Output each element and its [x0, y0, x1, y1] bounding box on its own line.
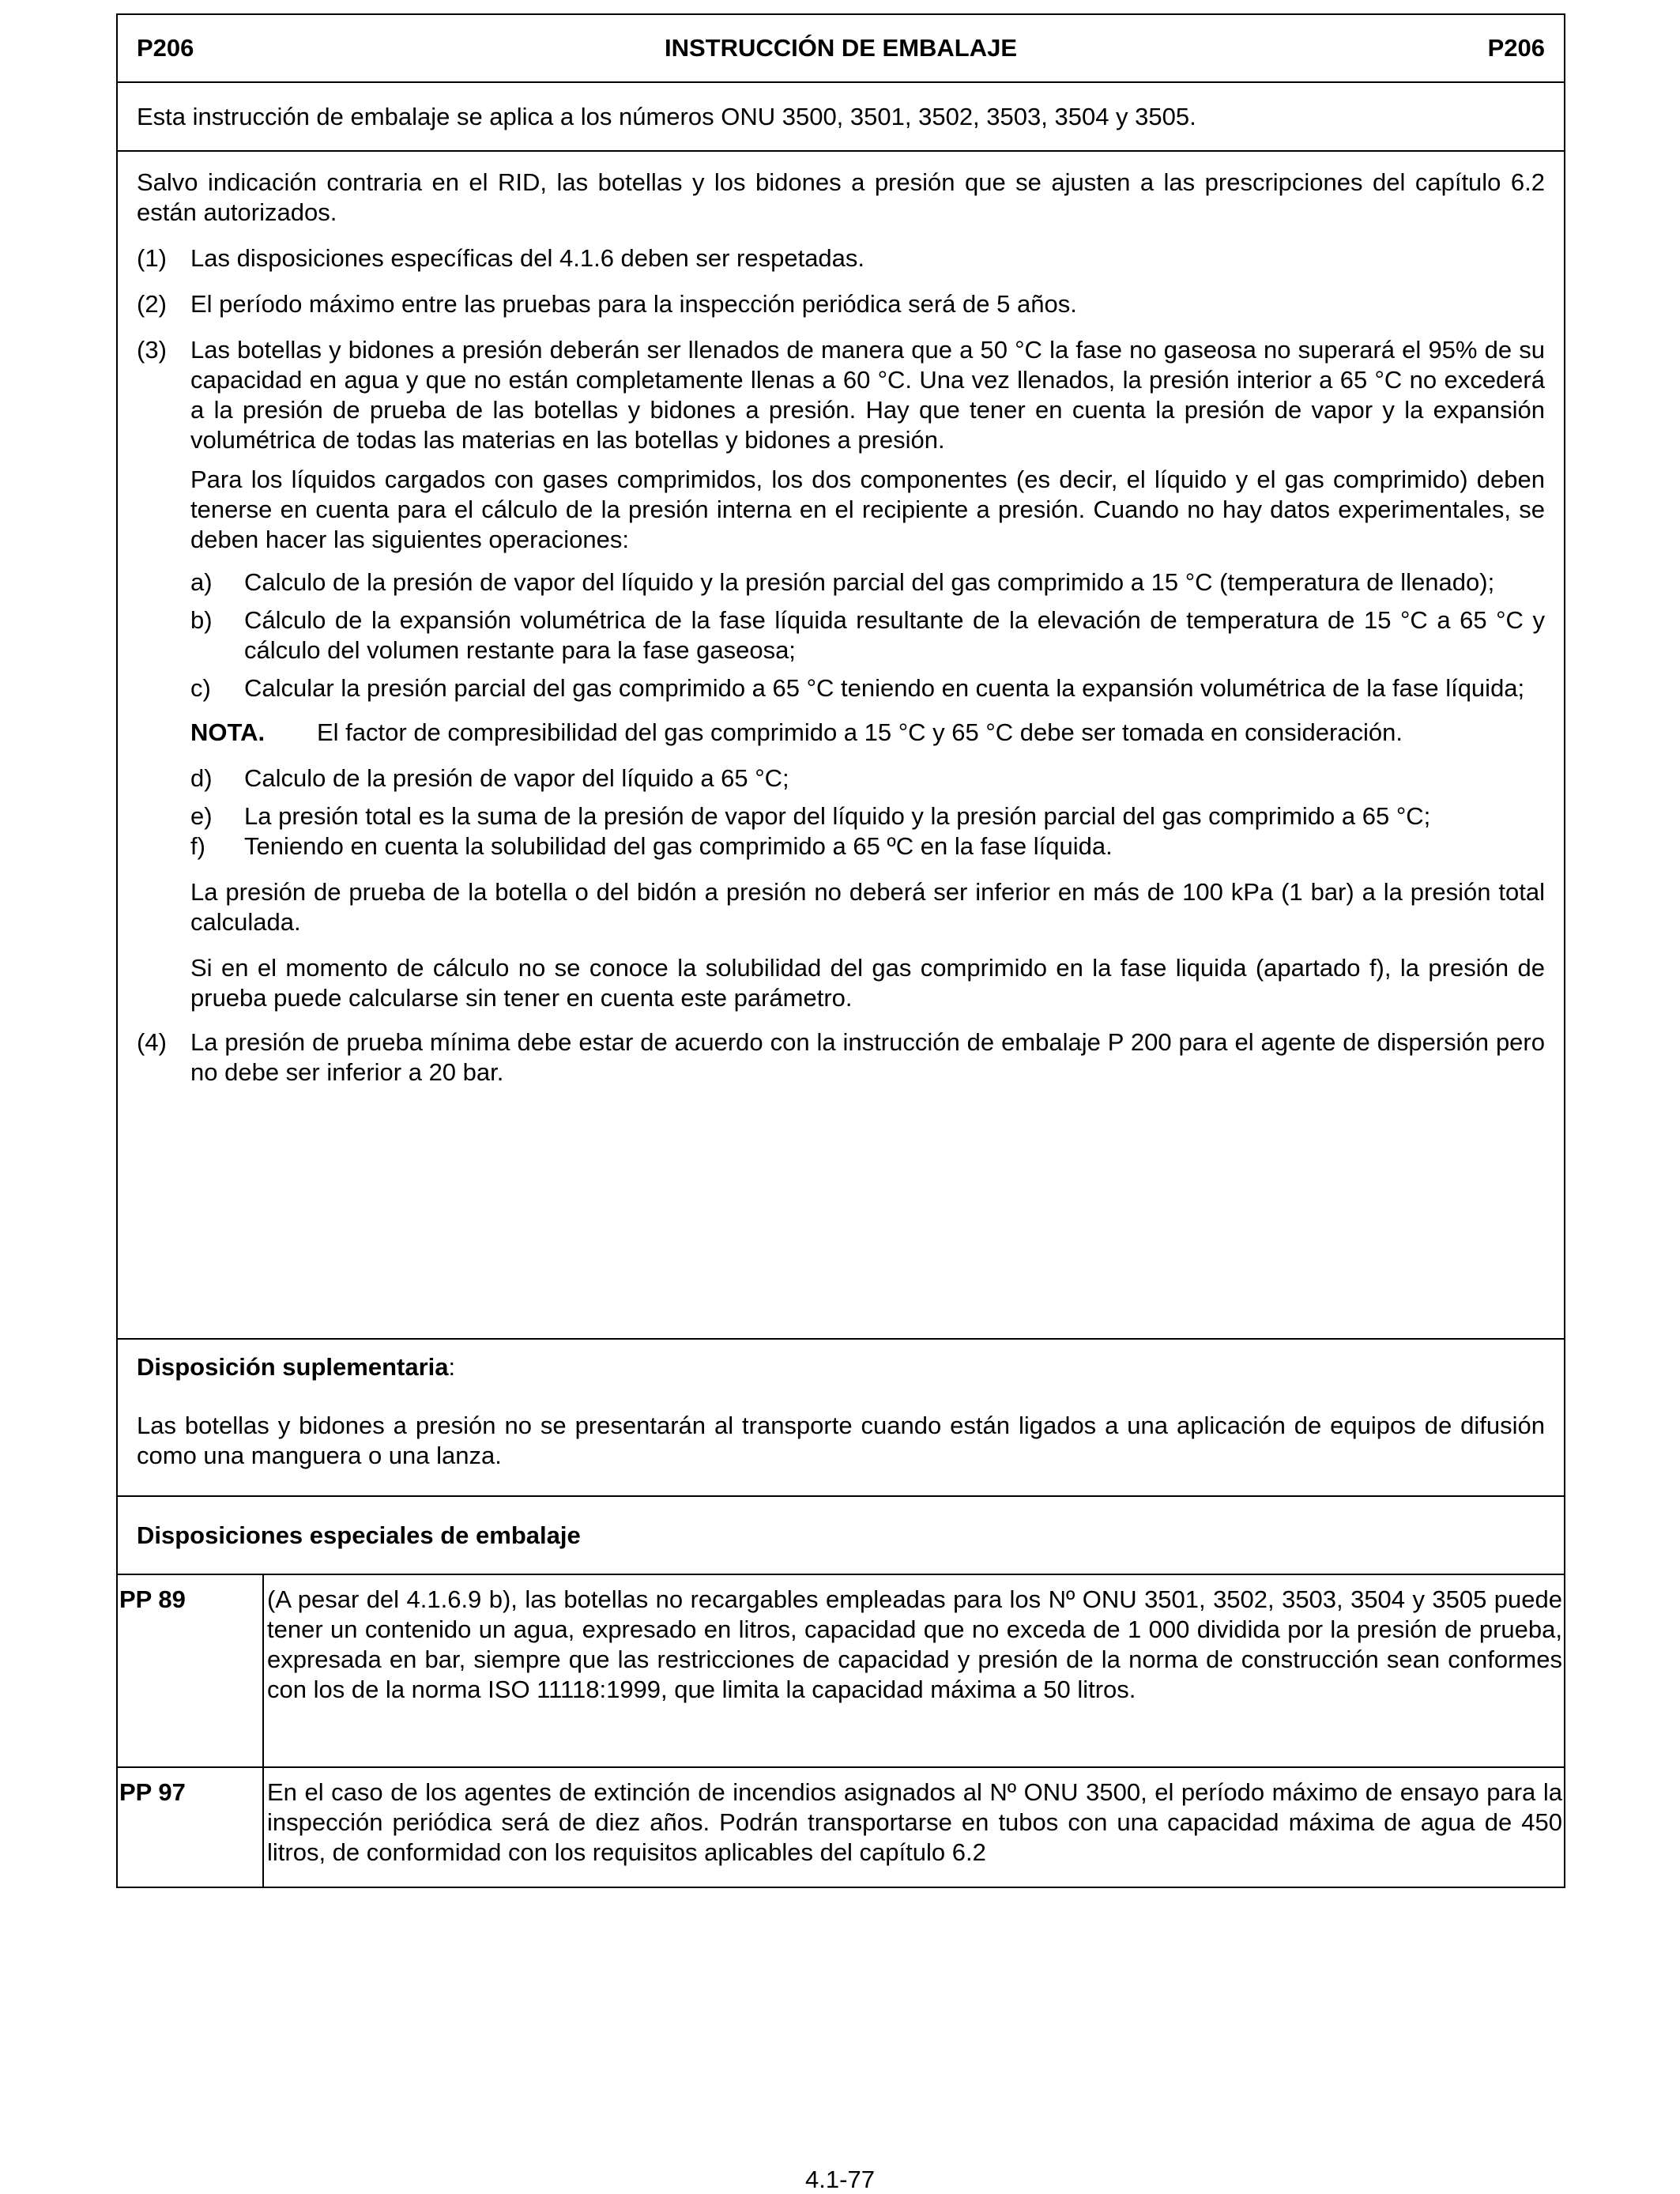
- applicability-row: [118, 83, 1564, 152]
- special-provision-pp89: [118, 1575, 1564, 1768]
- nota-text: El factor de compresibilidad del gas comprimido a 15 °C y 65 °C debe ser tomada en consideración.: [317, 718, 1403, 746]
- provision-number: (4): [137, 1028, 167, 1056]
- special-provisions-heading-row: [118, 1497, 1564, 1575]
- packing-instruction-table: [116, 13, 1565, 1888]
- nota: [190, 718, 1545, 748]
- subitem-letter: f): [190, 832, 205, 860]
- subitem-a: [190, 567, 1545, 598]
- nota-label: NOTA.: [190, 718, 266, 746]
- subitem-text: Calculo de la presión de vapor del líquido y la presión parcial del gas comprimido a 15 °C (temperatura de llenado);: [244, 568, 1495, 596]
- table-header: [118, 15, 1564, 83]
- subitem-letter: d): [190, 764, 213, 792]
- compressed-gas-paragraph: Para los líquidos cargados con gases comprimidos, los dos componentes (es decir, el líquido y el gas comprimido) deben tenerse en cuenta para el cálculo de la presión interna en el recipiente a presión. Cuando no hay datos experimentales, se deben hacer las siguientes operaciones:: [190, 466, 1545, 553]
- test-pressure-paragraph: La presión de prueba de la botella o del bidón a presión no deberá ser inferior en más de 100 kPa (1 bar) a la presión total calculada.: [190, 878, 1545, 936]
- provision-body: [190, 335, 1545, 1013]
- header-code-left: P206: [137, 34, 194, 62]
- subitem-text: Calculo de la presión de vapor del líquido a 65 °C;: [244, 764, 789, 792]
- solubility-paragraph: Si en el momento de cálculo no se conoce la solubilidad del gas comprimido en la fase liquida (apartado f), la presión de prueba puede calcularse sin tener en cuenta este parámetro.: [190, 954, 1545, 1012]
- provision-1: [137, 243, 1545, 273]
- provision-text: Las botellas y bidones a presión deberán ser llenados de manera que a 50 °C la fase no gaseosa no superará el 95% de su capacidad en agua y que no están completamente llenas a 60 °C. Una vez llenados, la presión interior a 65 °C no excederá a la presión de prueba de las botellas y bidones a presión. Hay que tener en cuenta la presión de vapor y la expansión volumétrica de todas las materias en las botellas y bidones a presión.: [190, 336, 1545, 454]
- page-number: 4.1-77: [805, 2166, 875, 2193]
- subitem-f: [190, 831, 1545, 861]
- supplementary-provision: [118, 1340, 1564, 1497]
- subitem-text: Teniendo en cuenta la solubilidad del gas comprimido a 65 ºC en la fase líquida.: [244, 832, 1113, 860]
- subitem-c: [190, 673, 1545, 703]
- applicability-text: Esta instrucción de embalaje se aplica a los números ONU 3500, 3501, 3502, 3503, 3504 y 3505.: [137, 102, 1196, 130]
- supplementary-heading-line: [137, 1340, 1545, 1382]
- header-title: INSTRUCCIÓN DE EMBALAJE: [664, 34, 1018, 62]
- subitem-text: Calcular la presión parcial del gas comprimido a 65 °C teniendo en cuenta la expansión volumétrica de la fase líquida;: [244, 674, 1525, 702]
- provision-number: (3): [137, 336, 167, 364]
- subitem-text: Cálculo de la expansión volumétrica de la fase líquida resultante de la elevación de temperatura de 15 °C a 65 °C y cálculo del volumen restante para la fase gaseosa;: [244, 606, 1545, 664]
- subitem-e: [190, 801, 1545, 831]
- subitem-letter: e): [190, 802, 213, 830]
- provision-text: La presión de prueba mínima debe estar de acuerdo con la instrucción de embalaje P 200 para el agente de dispersión pero no debe ser inferior a 20 bar.: [190, 1028, 1545, 1086]
- subitem-letter: b): [190, 606, 213, 634]
- subitem-letter: c): [190, 674, 211, 702]
- supplementary-heading: Disposición suplementaria: [137, 1353, 449, 1381]
- provision-3: [137, 335, 1545, 1013]
- provision-number: (2): [137, 290, 167, 318]
- special-provisions-heading: Disposiciones especiales de embalaje: [137, 1521, 581, 1549]
- supplementary-text: Las botellas y bidones a presión no se presentarán al transporte cuando están ligados a una aplicación de equipos de difusión como una manguera o una lanza.: [137, 1412, 1545, 1469]
- provision-code-text: (A pesar del 4.1.6.9 b), las botellas no recargables empleadas para los Nº ONU 3501, 3502, 3503, 3504 y 3505 puede tener un contenido un agua, expresado en litros, capacidad que no exceda de 1 000 dividida por la presión de prueba, expresada en bar, siempre que las restricciones de capacidad y presión de la norma de construcción sean conformes con los de la norma ISO 11118:1999, que limita la capacidad máxima a 50 litros.: [267, 1585, 1562, 1703]
- subitem-d: [190, 763, 1545, 794]
- provision-code: PP 89: [118, 1575, 264, 1766]
- header-code-right: P206: [1487, 34, 1545, 62]
- subitem-text: La presión total es la suma de la presión de vapor del líquido y la presión parcial del gas comprimido a 65 °C;: [244, 802, 1431, 830]
- supplementary-colon: :: [448, 1353, 456, 1381]
- provision-text: El período máximo entre las pruebas para la inspección periódica será de 5 años.: [190, 290, 1077, 318]
- provision-2: [137, 289, 1545, 319]
- subitem-b: [190, 605, 1545, 665]
- subitem-letter: a): [190, 568, 213, 596]
- provision-4: [137, 1027, 1545, 1088]
- provision-code-text: En el caso de los agentes de extinción de incendios asignados al Nº ONU 3500, el período máximo de ensayo para la inspección periódica será de diez años. Podrán transportarse en tubos con una capacidad máxima de agua de 450 litros, de conformidad con los requisitos aplicables del capítulo 6.2: [267, 1778, 1562, 1866]
- provision-code: PP 97: [118, 1768, 264, 1887]
- provision-number: (1): [137, 244, 167, 272]
- provision-text: Las disposiciones específicas del 4.1.6 deben ser respetadas.: [190, 244, 865, 272]
- intro-paragraph: Salvo indicación contraria en el RID, las botellas y los bidones a presión que se ajusten a las prescripciones del capítulo 6.2 están autorizados.: [137, 168, 1545, 226]
- main-provisions: [118, 152, 1564, 1340]
- special-provision-pp97: [118, 1768, 1564, 1887]
